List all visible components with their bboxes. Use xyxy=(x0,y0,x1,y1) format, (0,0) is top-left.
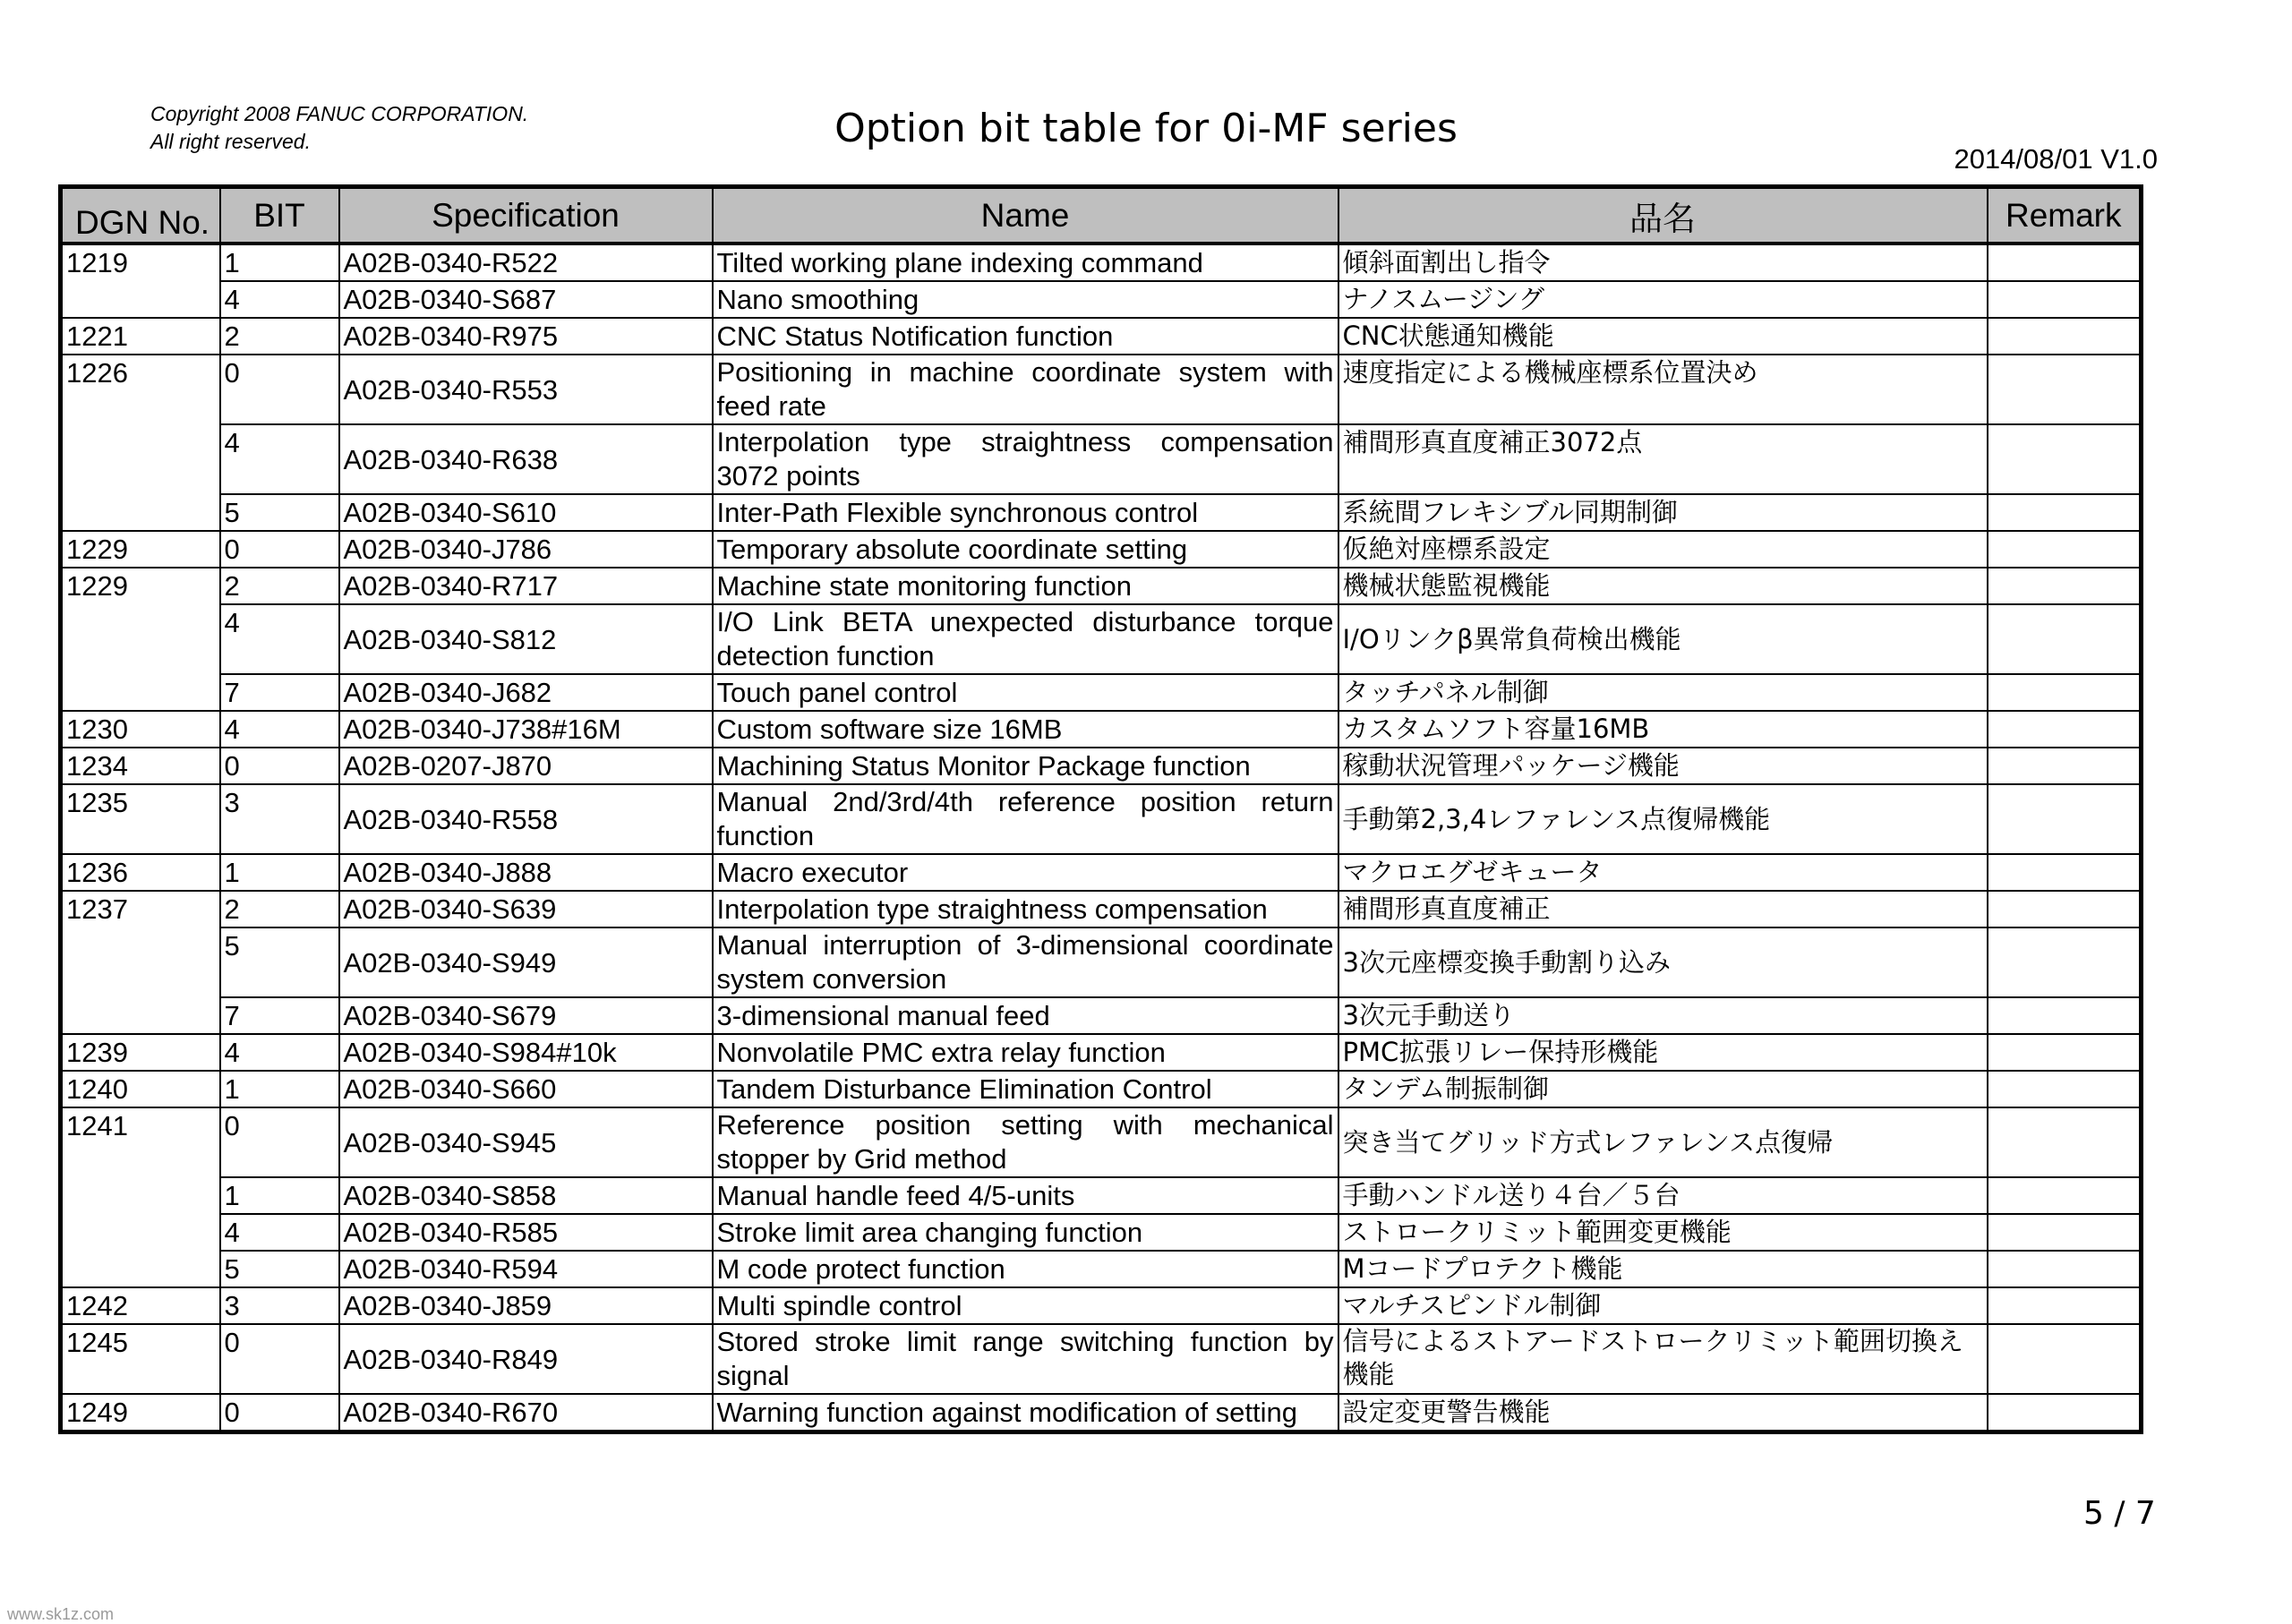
hinmei-cell: 仮絶対座標系設定 xyxy=(1338,531,1988,568)
hinmei-cell: マクロエグゼキュータ xyxy=(1338,854,1988,891)
table-row xyxy=(61,531,2142,568)
remark-cell xyxy=(1988,784,2142,854)
dgn-cell: 1219 xyxy=(61,244,220,318)
remark-cell xyxy=(1988,531,2142,568)
hinmei-cell: ストロークリミット範囲変更機能 xyxy=(1338,1214,1988,1251)
name-cell: M code protect function xyxy=(713,1251,1338,1287)
spec-cell: A02B-0340-S687 xyxy=(339,281,713,318)
dgn-cell: 1230 xyxy=(61,711,220,748)
remark-cell xyxy=(1988,1071,2142,1107)
col-header-hinmei: 品名 xyxy=(1338,187,1988,244)
bit-cell: 4 xyxy=(220,281,339,318)
spec-cell: A02B-0340-S610 xyxy=(339,494,713,531)
option-bit-table xyxy=(58,184,2143,1434)
site-watermark: www.sk1z.com xyxy=(7,1605,115,1623)
bit-cell: 4 xyxy=(220,1214,339,1251)
dgn-cell: 1241 xyxy=(61,1107,220,1287)
bit-cell: 7 xyxy=(220,997,339,1034)
hinmei-cell: 傾斜面割出し指令 xyxy=(1338,244,1988,281)
bit-cell: 4 xyxy=(220,1034,339,1071)
remark-cell xyxy=(1988,927,2142,997)
spec-cell: A02B-0340-R975 xyxy=(339,318,713,355)
hinmei-cell: タンデム制振制御 xyxy=(1338,1071,1988,1107)
remark-cell xyxy=(1988,1251,2142,1287)
name-cell: Nonvolatile PMC extra relay function xyxy=(713,1034,1338,1071)
hinmei-cell: 機械状態監視機能 xyxy=(1338,568,1988,604)
spec-cell: A02B-0340-R717 xyxy=(339,568,713,604)
hinmei-cell: ナノスムージング xyxy=(1338,281,1988,318)
remark-cell xyxy=(1988,1214,2142,1251)
version-date: 2014/08/01 V1.0 xyxy=(1954,143,2158,175)
spec-cell: A02B-0340-S984#10k xyxy=(339,1034,713,1071)
spec-cell: A02B-0340-J682 xyxy=(339,674,713,711)
hinmei-cell: 突き当てグリッド方式レファレンス点復帰 xyxy=(1338,1107,1988,1177)
col-header-remark: Remark xyxy=(1988,187,2142,244)
hinmei-cell: 手動ハンドル送り４台／５台 xyxy=(1338,1177,1988,1214)
table-header-row xyxy=(61,187,2142,244)
bit-cell: 1 xyxy=(220,1177,339,1214)
bit-cell: 0 xyxy=(220,1324,339,1394)
name-cell: I/O Link BETA unexpected disturbance torque detection function xyxy=(713,604,1338,674)
remark-cell xyxy=(1988,1107,2142,1177)
spec-cell: A02B-0340-S639 xyxy=(339,891,713,927)
name-cell: Touch panel control xyxy=(713,674,1338,711)
dgn-cell: 1235 xyxy=(61,784,220,854)
table-row xyxy=(61,1107,2142,1177)
table-row xyxy=(61,318,2142,355)
bit-cell: 0 xyxy=(220,1107,339,1177)
dgn-cell: 1245 xyxy=(61,1324,220,1394)
name-cell: Multi spindle control xyxy=(713,1287,1338,1324)
spec-cell: A02B-0340-R553 xyxy=(339,355,713,424)
page-number: 5 / 7 xyxy=(2083,1495,2156,1532)
hinmei-cell: 補間形真直度補正 xyxy=(1338,891,1988,927)
dgn-cell: 1226 xyxy=(61,355,220,531)
hinmei-cell: 3次元手動送り xyxy=(1338,997,1988,1034)
spec-cell: A02B-0340-S858 xyxy=(339,1177,713,1214)
name-cell: Macro executor xyxy=(713,854,1338,891)
bit-cell: 1 xyxy=(220,1071,339,1107)
table-row xyxy=(61,1324,2142,1394)
name-cell: Positioning in machine coordinate system with feed rate xyxy=(713,355,1338,424)
bit-cell: 2 xyxy=(220,568,339,604)
name-cell: Machine state monitoring function xyxy=(713,568,1338,604)
table-row xyxy=(61,997,2142,1034)
col-header-dgn: DGN No. xyxy=(61,187,220,244)
name-cell: Inter-Path Flexible synchronous control xyxy=(713,494,1338,531)
bit-cell: 0 xyxy=(220,1394,339,1432)
remark-cell xyxy=(1988,674,2142,711)
remark-cell xyxy=(1988,1324,2142,1394)
page-title: Option bit table for 0i-MF series xyxy=(834,106,1458,151)
dgn-cell: 1229 xyxy=(61,531,220,568)
dgn-cell: 1236 xyxy=(61,854,220,891)
name-cell: CNC Status Notification function xyxy=(713,318,1338,355)
spec-cell: A02B-0340-S945 xyxy=(339,1107,713,1177)
spec-cell: A02B-0340-S660 xyxy=(339,1071,713,1107)
dgn-cell: 1239 xyxy=(61,1034,220,1071)
remark-cell xyxy=(1988,281,2142,318)
name-cell: Manual interruption of 3-dimensional coordinate system conversion xyxy=(713,927,1338,997)
hinmei-cell: カスタムソフト容量16MB xyxy=(1338,711,1988,748)
bit-cell: 0 xyxy=(220,355,339,424)
table-row xyxy=(61,891,2142,927)
name-cell: Manual 2nd/3rd/4th reference position return function xyxy=(713,784,1338,854)
remark-cell xyxy=(1988,244,2142,281)
spec-cell: A02B-0340-S949 xyxy=(339,927,713,997)
table-row xyxy=(61,494,2142,531)
hinmei-cell: 信号によるストアードストロークリミット範囲切換え機能 xyxy=(1338,1324,1988,1394)
bit-cell: 2 xyxy=(220,318,339,355)
remark-cell xyxy=(1988,1287,2142,1324)
name-cell: Tilted working plane indexing command xyxy=(713,244,1338,281)
spec-cell: A02B-0340-R594 xyxy=(339,1251,713,1287)
bit-cell: 3 xyxy=(220,1287,339,1324)
name-cell: Machining Status Monitor Package function xyxy=(713,748,1338,784)
spec-cell: A02B-0340-J738#16M xyxy=(339,711,713,748)
name-cell: Stroke limit area changing function xyxy=(713,1214,1338,1251)
hinmei-cell: 設定変更警告機能 xyxy=(1338,1394,1988,1432)
copyright-line-2: All right reserved. xyxy=(150,130,311,153)
table-row xyxy=(61,1034,2142,1071)
dgn-cell: 1242 xyxy=(61,1287,220,1324)
table-row xyxy=(61,1287,2142,1324)
name-cell: Reference position setting with mechanical stopper by Grid method xyxy=(713,1107,1338,1177)
spec-cell: A02B-0340-R670 xyxy=(339,1394,713,1432)
table-row xyxy=(61,711,2142,748)
hinmei-cell: CNC状態通知機能 xyxy=(1338,318,1988,355)
table-row xyxy=(61,604,2142,674)
bit-cell: 5 xyxy=(220,494,339,531)
name-cell: Nano smoothing xyxy=(713,281,1338,318)
remark-cell xyxy=(1988,604,2142,674)
hinmei-cell: 稼動状況管理パッケージ機能 xyxy=(1338,748,1988,784)
table-row xyxy=(61,1071,2142,1107)
spec-cell: A02B-0340-S812 xyxy=(339,604,713,674)
bit-cell: 0 xyxy=(220,748,339,784)
table-row xyxy=(61,674,2142,711)
spec-cell: A02B-0340-R585 xyxy=(339,1214,713,1251)
name-cell: Custom software size 16MB xyxy=(713,711,1338,748)
table-row xyxy=(61,784,2142,854)
remark-cell xyxy=(1988,355,2142,424)
table-row xyxy=(61,1394,2142,1432)
spec-cell: A02B-0340-S679 xyxy=(339,997,713,1034)
dgn-cell: 1229 xyxy=(61,568,220,711)
remark-cell xyxy=(1988,318,2142,355)
bit-cell: 5 xyxy=(220,1251,339,1287)
dgn-cell: 1221 xyxy=(61,318,220,355)
dgn-cell: 1237 xyxy=(61,891,220,1034)
remark-cell xyxy=(1988,1177,2142,1214)
remark-cell xyxy=(1988,424,2142,494)
remark-cell xyxy=(1988,854,2142,891)
table-row xyxy=(61,927,2142,997)
name-cell: 3-dimensional manual feed xyxy=(713,997,1338,1034)
bit-cell: 4 xyxy=(220,424,339,494)
table-row xyxy=(61,1177,2142,1214)
hinmei-cell: I/Oリンクβ異常負荷検出機能 xyxy=(1338,604,1988,674)
table-row xyxy=(61,244,2142,281)
name-cell: Stored stroke limit range switching function by signal xyxy=(713,1324,1338,1394)
remark-cell xyxy=(1988,748,2142,784)
table-row xyxy=(61,355,2142,424)
table-row xyxy=(61,1214,2142,1251)
name-cell: Interpolation type straightness compensation xyxy=(713,891,1338,927)
spec-cell: A02B-0340-R522 xyxy=(339,244,713,281)
copyright-line-1: Copyright 2008 FANUC CORPORATION. xyxy=(150,102,529,125)
spec-cell: A02B-0340-R849 xyxy=(339,1324,713,1394)
spec-cell: A02B-0340-J786 xyxy=(339,531,713,568)
table-row xyxy=(61,424,2142,494)
name-cell: Warning function against modification of setting xyxy=(713,1394,1338,1432)
remark-cell xyxy=(1988,891,2142,927)
hinmei-cell: 速度指定による機械座標系位置決め xyxy=(1338,355,1988,424)
col-header-name: Name xyxy=(713,187,1338,244)
remark-cell xyxy=(1988,494,2142,531)
hinmei-cell: 補間形真直度補正3072点 xyxy=(1338,424,1988,494)
table-row xyxy=(61,281,2142,318)
bit-cell: 0 xyxy=(220,531,339,568)
name-cell: Tandem Disturbance Elimination Control xyxy=(713,1071,1338,1107)
hinmei-cell: マルチスピンドル制御 xyxy=(1338,1287,1988,1324)
spec-cell: A02B-0340-R558 xyxy=(339,784,713,854)
hinmei-cell: Mコードプロテクト機能 xyxy=(1338,1251,1988,1287)
table-row xyxy=(61,748,2142,784)
bit-cell: 4 xyxy=(220,604,339,674)
remark-cell xyxy=(1988,1394,2142,1432)
dgn-cell: 1240 xyxy=(61,1071,220,1107)
hinmei-cell: PMC拡張リレー保持形機能 xyxy=(1338,1034,1988,1071)
dgn-cell: 1249 xyxy=(61,1394,220,1432)
name-cell: Interpolation type straightness compensation 3072 points xyxy=(713,424,1338,494)
bit-cell: 1 xyxy=(220,854,339,891)
hinmei-cell: 系統間フレキシブル同期制御 xyxy=(1338,494,1988,531)
table-row xyxy=(61,1251,2142,1287)
name-cell: Manual handle feed 4/5-units xyxy=(713,1177,1338,1214)
dgn-cell: 1234 xyxy=(61,748,220,784)
hinmei-cell: タッチパネル制御 xyxy=(1338,674,1988,711)
spec-cell: A02B-0340-J859 xyxy=(339,1287,713,1324)
remark-cell xyxy=(1988,1034,2142,1071)
remark-cell xyxy=(1988,997,2142,1034)
bit-cell: 2 xyxy=(220,891,339,927)
table-row xyxy=(61,854,2142,891)
name-cell: Temporary absolute coordinate setting xyxy=(713,531,1338,568)
spec-cell: A02B-0207-J870 xyxy=(339,748,713,784)
bit-cell: 3 xyxy=(220,784,339,854)
bit-cell: 5 xyxy=(220,927,339,997)
col-header-spec: Specification xyxy=(339,187,713,244)
table-row xyxy=(61,568,2142,604)
remark-cell xyxy=(1988,711,2142,748)
bit-cell: 7 xyxy=(220,674,339,711)
col-header-bit: BIT xyxy=(220,187,339,244)
remark-cell xyxy=(1988,568,2142,604)
bit-cell: 4 xyxy=(220,711,339,748)
bit-cell: 1 xyxy=(220,244,339,281)
spec-cell: A02B-0340-R638 xyxy=(339,424,713,494)
spec-cell: A02B-0340-J888 xyxy=(339,854,713,891)
hinmei-cell: 手動第2,3,4レファレンス点復帰機能 xyxy=(1338,784,1988,854)
hinmei-cell: 3次元座標変換手動割り込み xyxy=(1338,927,1988,997)
